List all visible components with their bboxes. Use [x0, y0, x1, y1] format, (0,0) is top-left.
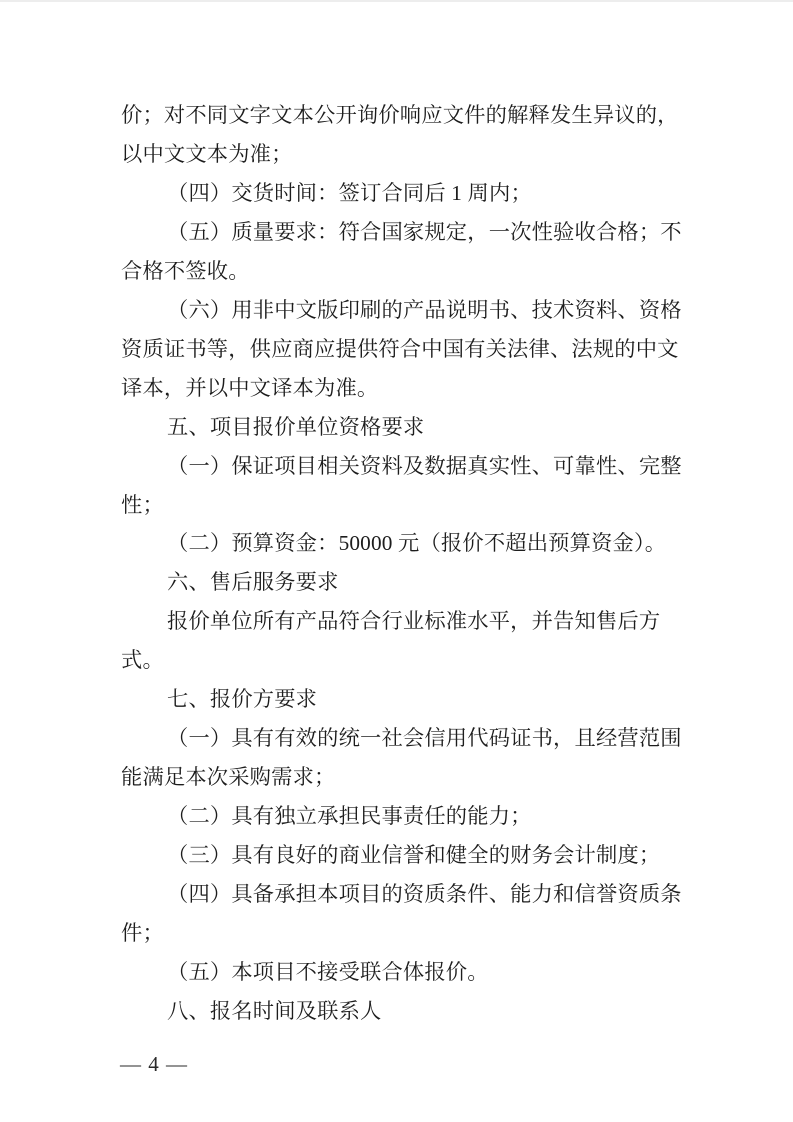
document-line: 报价单位所有产品符合行业标准水平，并告知售后方	[167, 609, 661, 634]
document-line: 能满足本次采购需求；	[121, 765, 336, 790]
page-top-edge	[0, 0, 793, 2]
document-line: （四）具备承担本项目的资质条件、能力和信誉资质条	[167, 882, 682, 907]
page-number: — 4 —	[120, 1052, 188, 1076]
document-section-heading: 六、售后服务要求	[167, 570, 339, 595]
document-line: （一）保证项目相关资料及数据真实性、可靠性、完整	[167, 453, 682, 478]
document-section-heading: 八、报名时间及联系人	[167, 998, 382, 1023]
document-section-heading: 七、报价方要求	[167, 687, 318, 712]
document-line: （二）预算资金：50000 元（报价不超出预算资金）。	[167, 531, 667, 556]
document-line: （二）具有独立承担民事责任的能力；	[167, 804, 532, 829]
document-line: （五）本项目不接受联合体报价。	[167, 959, 489, 984]
document-line: 件；	[121, 921, 164, 946]
document-line: （四）交货时间：签订合同后 1 周内；	[167, 180, 532, 205]
document-line: 以中文文本为准；	[121, 141, 293, 166]
document-line: 资质证书等，供应商应提供符合中国有关法律、法规的中文	[121, 336, 679, 361]
document-line: （一）具有有效的统一社会信用代码证书，且经营范围	[167, 726, 682, 751]
document-line: 式。	[121, 648, 164, 673]
document-line: （五）质量要求：符合国家规定，一次性验收合格；不	[167, 219, 682, 244]
document-line: 价；对不同文字文本公开询价响应文件的解释发生异议的，	[121, 103, 679, 127]
document-body	[121, 96, 682, 1031]
document-line: （三）具有良好的商业信誉和健全的财务会计制度；	[167, 843, 661, 868]
document-line: （六）用非中文版印刷的产品说明书、技术资料、资格	[167, 297, 682, 322]
document-line: 合格不签收。	[121, 258, 250, 283]
document-line: 译本，并以中文译本为准。	[121, 375, 379, 400]
document-section-heading: 五、项目报价单位资格要求	[167, 414, 425, 439]
document-line: 性；	[121, 492, 164, 517]
